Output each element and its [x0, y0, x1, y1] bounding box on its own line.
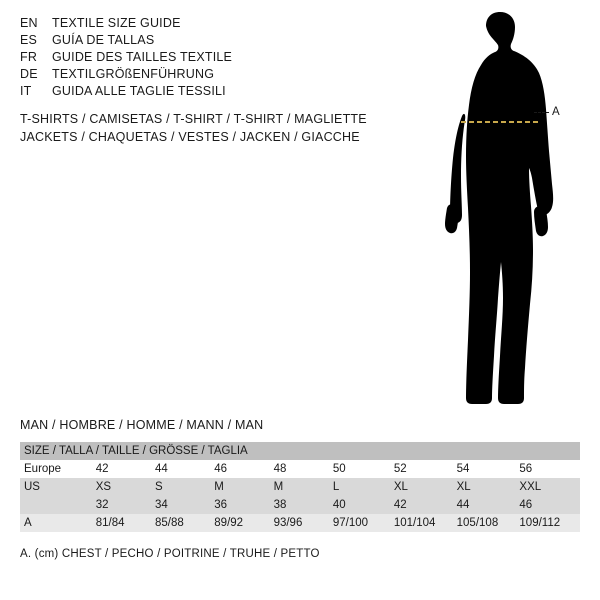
cell: 46 [519, 499, 533, 511]
cell: XXL [519, 481, 542, 493]
male-silhouette-figure [400, 10, 600, 410]
language-row [20, 33, 380, 50]
cell: 89/92 [214, 517, 244, 529]
language-text: GUIDA ALLE TAGLIE TESSILI [52, 84, 226, 98]
language-row [20, 50, 380, 67]
table-header-row [20, 442, 580, 460]
measure-leader-line [534, 112, 549, 114]
language-code: EN [20, 16, 38, 30]
language-code: IT [20, 84, 32, 98]
language-code: ES [20, 33, 38, 47]
table-row [20, 478, 580, 496]
row-label [20, 496, 94, 514]
cell: 36 [214, 499, 228, 511]
language-text: TEXTILE SIZE GUIDE [52, 16, 181, 30]
table-title: MAN / HOMBRE / HOMME / MANN / MAN [20, 418, 264, 432]
cell: 48 [273, 463, 287, 475]
language-code: DE [20, 67, 38, 81]
language-code: FR [20, 50, 38, 64]
silhouette-icon [400, 10, 600, 410]
row-label: US [24, 481, 40, 493]
cell: 101/104 [393, 517, 436, 529]
language-row [20, 84, 380, 101]
language-text: TEXTILGRÖßENFÜHRUNG [52, 67, 215, 81]
cell: 46 [214, 463, 228, 475]
cell: 44 [155, 463, 168, 475]
cell: 40 [332, 499, 346, 511]
cell: 38 [273, 499, 287, 511]
cell: 34 [155, 499, 168, 511]
table-row [20, 460, 580, 478]
table-footnote: A. (cm) CHEST / PECHO / POITRINE / TRUHE / PETTO [20, 548, 320, 560]
language-row [20, 67, 380, 84]
cell: 105/108 [456, 517, 499, 529]
cell: 81/84 [95, 517, 125, 529]
cell: 97/100 [332, 517, 369, 529]
cell: 93/96 [273, 517, 303, 529]
measure-marker-a: A [552, 106, 560, 118]
row-label: Europe [24, 463, 62, 475]
cell: 56 [519, 463, 533, 475]
cell: S [155, 481, 163, 493]
garment-categories [20, 110, 400, 146]
cell: 109/112 [519, 517, 561, 529]
language-row [20, 16, 380, 33]
table-header-label: SIZE / TALLA / TAILLE / GRÖSSE / TAGLIA [24, 445, 248, 457]
cell: 42 [95, 463, 109, 475]
cell: 54 [456, 463, 470, 475]
cell: XL [393, 481, 408, 493]
cell: 44 [456, 499, 470, 511]
table-row [20, 514, 580, 532]
table-row [20, 496, 580, 514]
cell: XS [95, 481, 112, 493]
cell: M [273, 481, 284, 493]
size-table [20, 442, 580, 532]
language-text: GUIDE DES TAILLES TEXTILE [52, 50, 233, 64]
cell: 85/88 [155, 517, 184, 529]
garment-line-tshirts: T-SHIRTS / CAMISETAS / T-SHIRT / T-SHIRT / MAGLIETTE [20, 112, 367, 126]
cell: 32 [95, 499, 109, 511]
cell: 50 [332, 463, 346, 475]
cell: 42 [393, 499, 407, 511]
language-text: GUÍA DE TALLAS [52, 33, 155, 47]
language-legend [20, 16, 380, 101]
garment-line-jackets: JACKETS / CHAQUETAS / VESTES / JACKEN / GIACCHE [20, 130, 360, 144]
cell: L [332, 481, 340, 493]
cell: XL [456, 481, 471, 493]
cell: 52 [393, 463, 407, 475]
row-label: A [24, 517, 32, 529]
cell: M [214, 481, 224, 493]
